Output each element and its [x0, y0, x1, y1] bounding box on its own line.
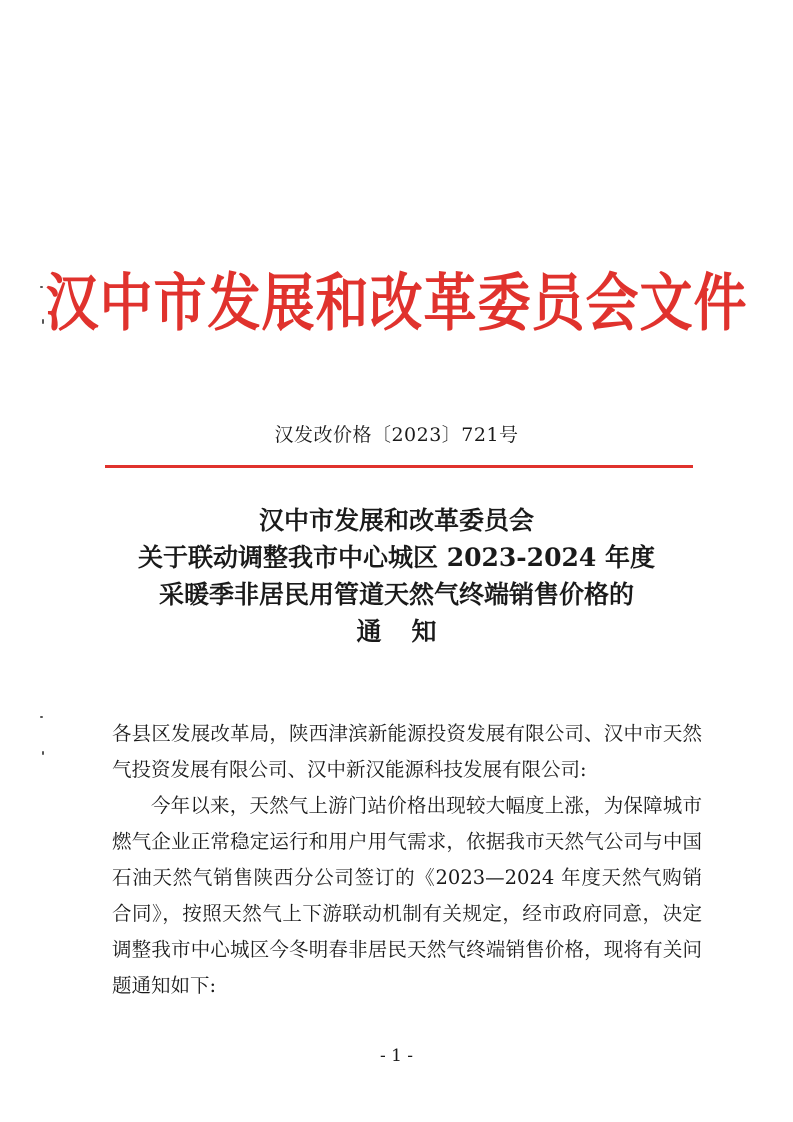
salutation-paragraph: 各县区发展改革局，陕西津滨新能源投资发展有限公司、汉中市天然气投资发展有限公司、汉中新汉能源科技发展有限公司: — [112, 722, 702, 781]
document-number: 汉发改价格〔2023〕721号 — [274, 424, 519, 446]
title-line-2: 关于联动调整我市中心城区 2023-2024 年度 — [138, 543, 655, 572]
body-paragraph-1: 今年以来，天然气上游门站价格出现较大幅度上涨，为保障城市燃气企业正常稳定运行和用户用气需求，依据我市天然气公司与中国石油天然气销售陕西分公司签订的《2023—2024 年度天然气购销合同》，按照天然气上下游联动机制有关规定，经市政府同意，决定调整我市中心城区今冬明春非居民天然气终端销售价格，现将有关问题通知如下: — [112, 794, 702, 997]
title-line-3: 采暖季非居民用管道天然气终端销售价格的 — [158, 580, 634, 609]
page-number: - 1 - — [379, 1046, 414, 1066]
notice-title — [0, 502, 793, 650]
scan-speck — [40, 286, 43, 288]
title-line-1: 汉中市发展和改革委员会 — [258, 506, 534, 535]
header-divider — [105, 465, 693, 468]
title-line-4: 通知 — [356, 617, 467, 646]
document-header-title: 汉中市发展和改革委员会文件 — [45, 266, 748, 340]
scan-speck — [42, 319, 44, 324]
scan-speck — [42, 751, 44, 755]
notice-body — [112, 716, 702, 1004]
scan-speck — [40, 716, 43, 718]
